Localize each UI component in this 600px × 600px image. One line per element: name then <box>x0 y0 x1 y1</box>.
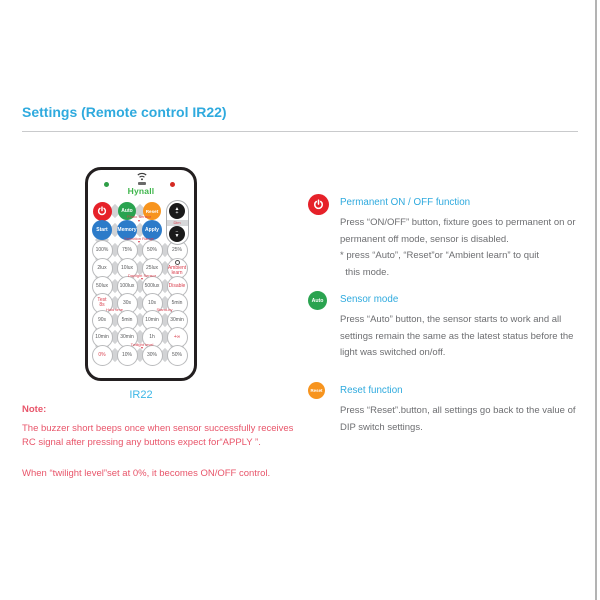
label-photo-sensor: Photo Sensor <box>126 214 152 219</box>
button-label: 10lux <box>121 264 133 271</box>
button-label: 100lux <box>119 282 135 289</box>
button-label: 500lux <box>144 282 160 289</box>
button-label: 10s <box>147 299 157 306</box>
power-icon <box>308 194 329 215</box>
body-line: Press “ON/OFF” button, fixture goes to permanent on or <box>340 217 576 228</box>
minus-glyph: − <box>175 228 179 235</box>
icon-label: Auto <box>311 297 324 304</box>
remote-button-10% <box>117 345 138 366</box>
body-line: light was switched on/off. <box>340 347 446 358</box>
button-label: 50lux <box>96 282 108 289</box>
button-label: 30s <box>122 299 132 306</box>
body-line: Press “Reset”.button, all settings go back to the value of <box>340 405 576 416</box>
body-line: DIP switch settings. <box>340 421 423 433</box>
body-line: permanent off mode, sensor is disabled. <box>340 233 509 245</box>
button-label: 50% <box>171 351 182 358</box>
remote-button-30% <box>142 345 163 366</box>
button-label: 25lux <box>146 264 158 271</box>
button-label: 5min <box>121 316 133 323</box>
button-label: 0% <box>98 351 106 358</box>
button-label: 30min <box>120 333 134 340</box>
button-label: learn <box>171 269 183 276</box>
ir-window-mark <box>138 182 146 185</box>
button-label: 5min <box>171 299 183 306</box>
remote-auto-button: Auto <box>118 202 136 220</box>
plus-glyph: + <box>175 210 179 216</box>
body-line: * press “Auto”, “Reset”or “Ambient learn” to quit <box>340 250 540 261</box>
note-block <box>22 404 312 481</box>
section-title: Sensor mode <box>340 294 399 305</box>
button-label: 10min <box>95 333 109 340</box>
button-label: Memory <box>117 227 137 233</box>
section-reset-function <box>308 382 583 474</box>
reset-icon <box>308 382 325 399</box>
section-title: Reset function <box>340 385 403 396</box>
section-body <box>340 312 573 362</box>
remote-reset-button: Reset <box>143 202 161 220</box>
button-label: 50% <box>146 246 157 253</box>
page-edge-line <box>595 0 597 600</box>
note-line: RC signal after pressing any buttons expect for“APPLY ”. <box>22 437 261 448</box>
remote-button-50% <box>167 345 188 366</box>
body-line: this mode. <box>340 266 390 278</box>
note-paragraph <box>22 422 312 450</box>
section-title: Permanent ON / OFF function <box>340 197 471 208</box>
page-title: Settings (Remote control IR22) <box>22 104 227 120</box>
section-permanent-on-off-function <box>308 194 583 286</box>
label-twilight-level: Twilight level <box>130 341 154 347</box>
dim-up-button <box>169 203 185 219</box>
button-label: 25% <box>171 246 182 253</box>
arrow-down-icon: ▼ <box>174 233 180 239</box>
label-daylight-sensor: Daylight Sensor <box>127 272 157 278</box>
button-label: 75% <box>121 246 132 253</box>
arrow-down-icon: ▼ <box>140 277 144 281</box>
remote-illustration <box>85 167 197 381</box>
button-label: 2lux <box>97 264 107 271</box>
button-label: 1h <box>149 333 155 340</box>
ir-emitter-icon <box>135 171 149 182</box>
button-label: 100% <box>95 246 109 253</box>
note-heading: Note: <box>22 404 47 415</box>
note-paragraph <box>22 467 312 481</box>
button-label: Test <box>97 297 107 303</box>
remote-button-start <box>92 220 112 240</box>
button-label: 90s <box>97 316 107 323</box>
section-body <box>340 215 576 281</box>
button-label: 30min <box>170 316 184 323</box>
button-label: 10% <box>121 351 132 358</box>
remote-power-button <box>93 202 112 221</box>
arrow-up-icon: ▲ <box>174 205 180 212</box>
button-label: Apply <box>145 227 159 233</box>
power-icon <box>97 206 107 216</box>
body-line: settings remain the same as the latest status before the <box>340 330 574 342</box>
remote-button-0% <box>92 345 113 366</box>
button-label: Start <box>96 227 108 233</box>
section-sensor-mode <box>308 291 583 383</box>
button-label: 10min <box>145 316 159 323</box>
arrow-down-icon: ▼ <box>137 240 141 244</box>
arrow-down-icon: ▼ <box>140 346 144 350</box>
remote-dim-control <box>166 200 189 245</box>
button-label: +∞ <box>173 333 181 340</box>
label-detection-range: Detection Range <box>124 235 154 241</box>
brand-logo: Hynall <box>127 186 155 196</box>
remote-model-caption: IR22 <box>129 389 153 401</box>
header-divider <box>22 131 578 132</box>
dim-label: Dim <box>167 220 188 226</box>
note-line: The buzzer short beeps once when sensor successfully receives <box>22 423 294 434</box>
button-label: Disable <box>168 282 186 289</box>
body-line: Press “Auto” button, the sensor starts to work and all <box>340 314 562 325</box>
section-body <box>340 403 576 436</box>
label-hold-time: Hold time <box>106 307 123 312</box>
button-label: Ambient <box>167 264 187 271</box>
auto-icon <box>308 291 327 310</box>
label-standby: Stand-by <box>156 307 173 312</box>
dim-down-button <box>169 226 185 242</box>
button-label: 30% <box>146 351 157 358</box>
note-line: When “twilight level”set at 0%, it becomes ON/OFF control. <box>22 468 271 479</box>
arrow-down-icon: ▼ <box>137 218 141 223</box>
button-label: 8s <box>99 302 105 308</box>
icon-label: Reset <box>310 388 323 393</box>
